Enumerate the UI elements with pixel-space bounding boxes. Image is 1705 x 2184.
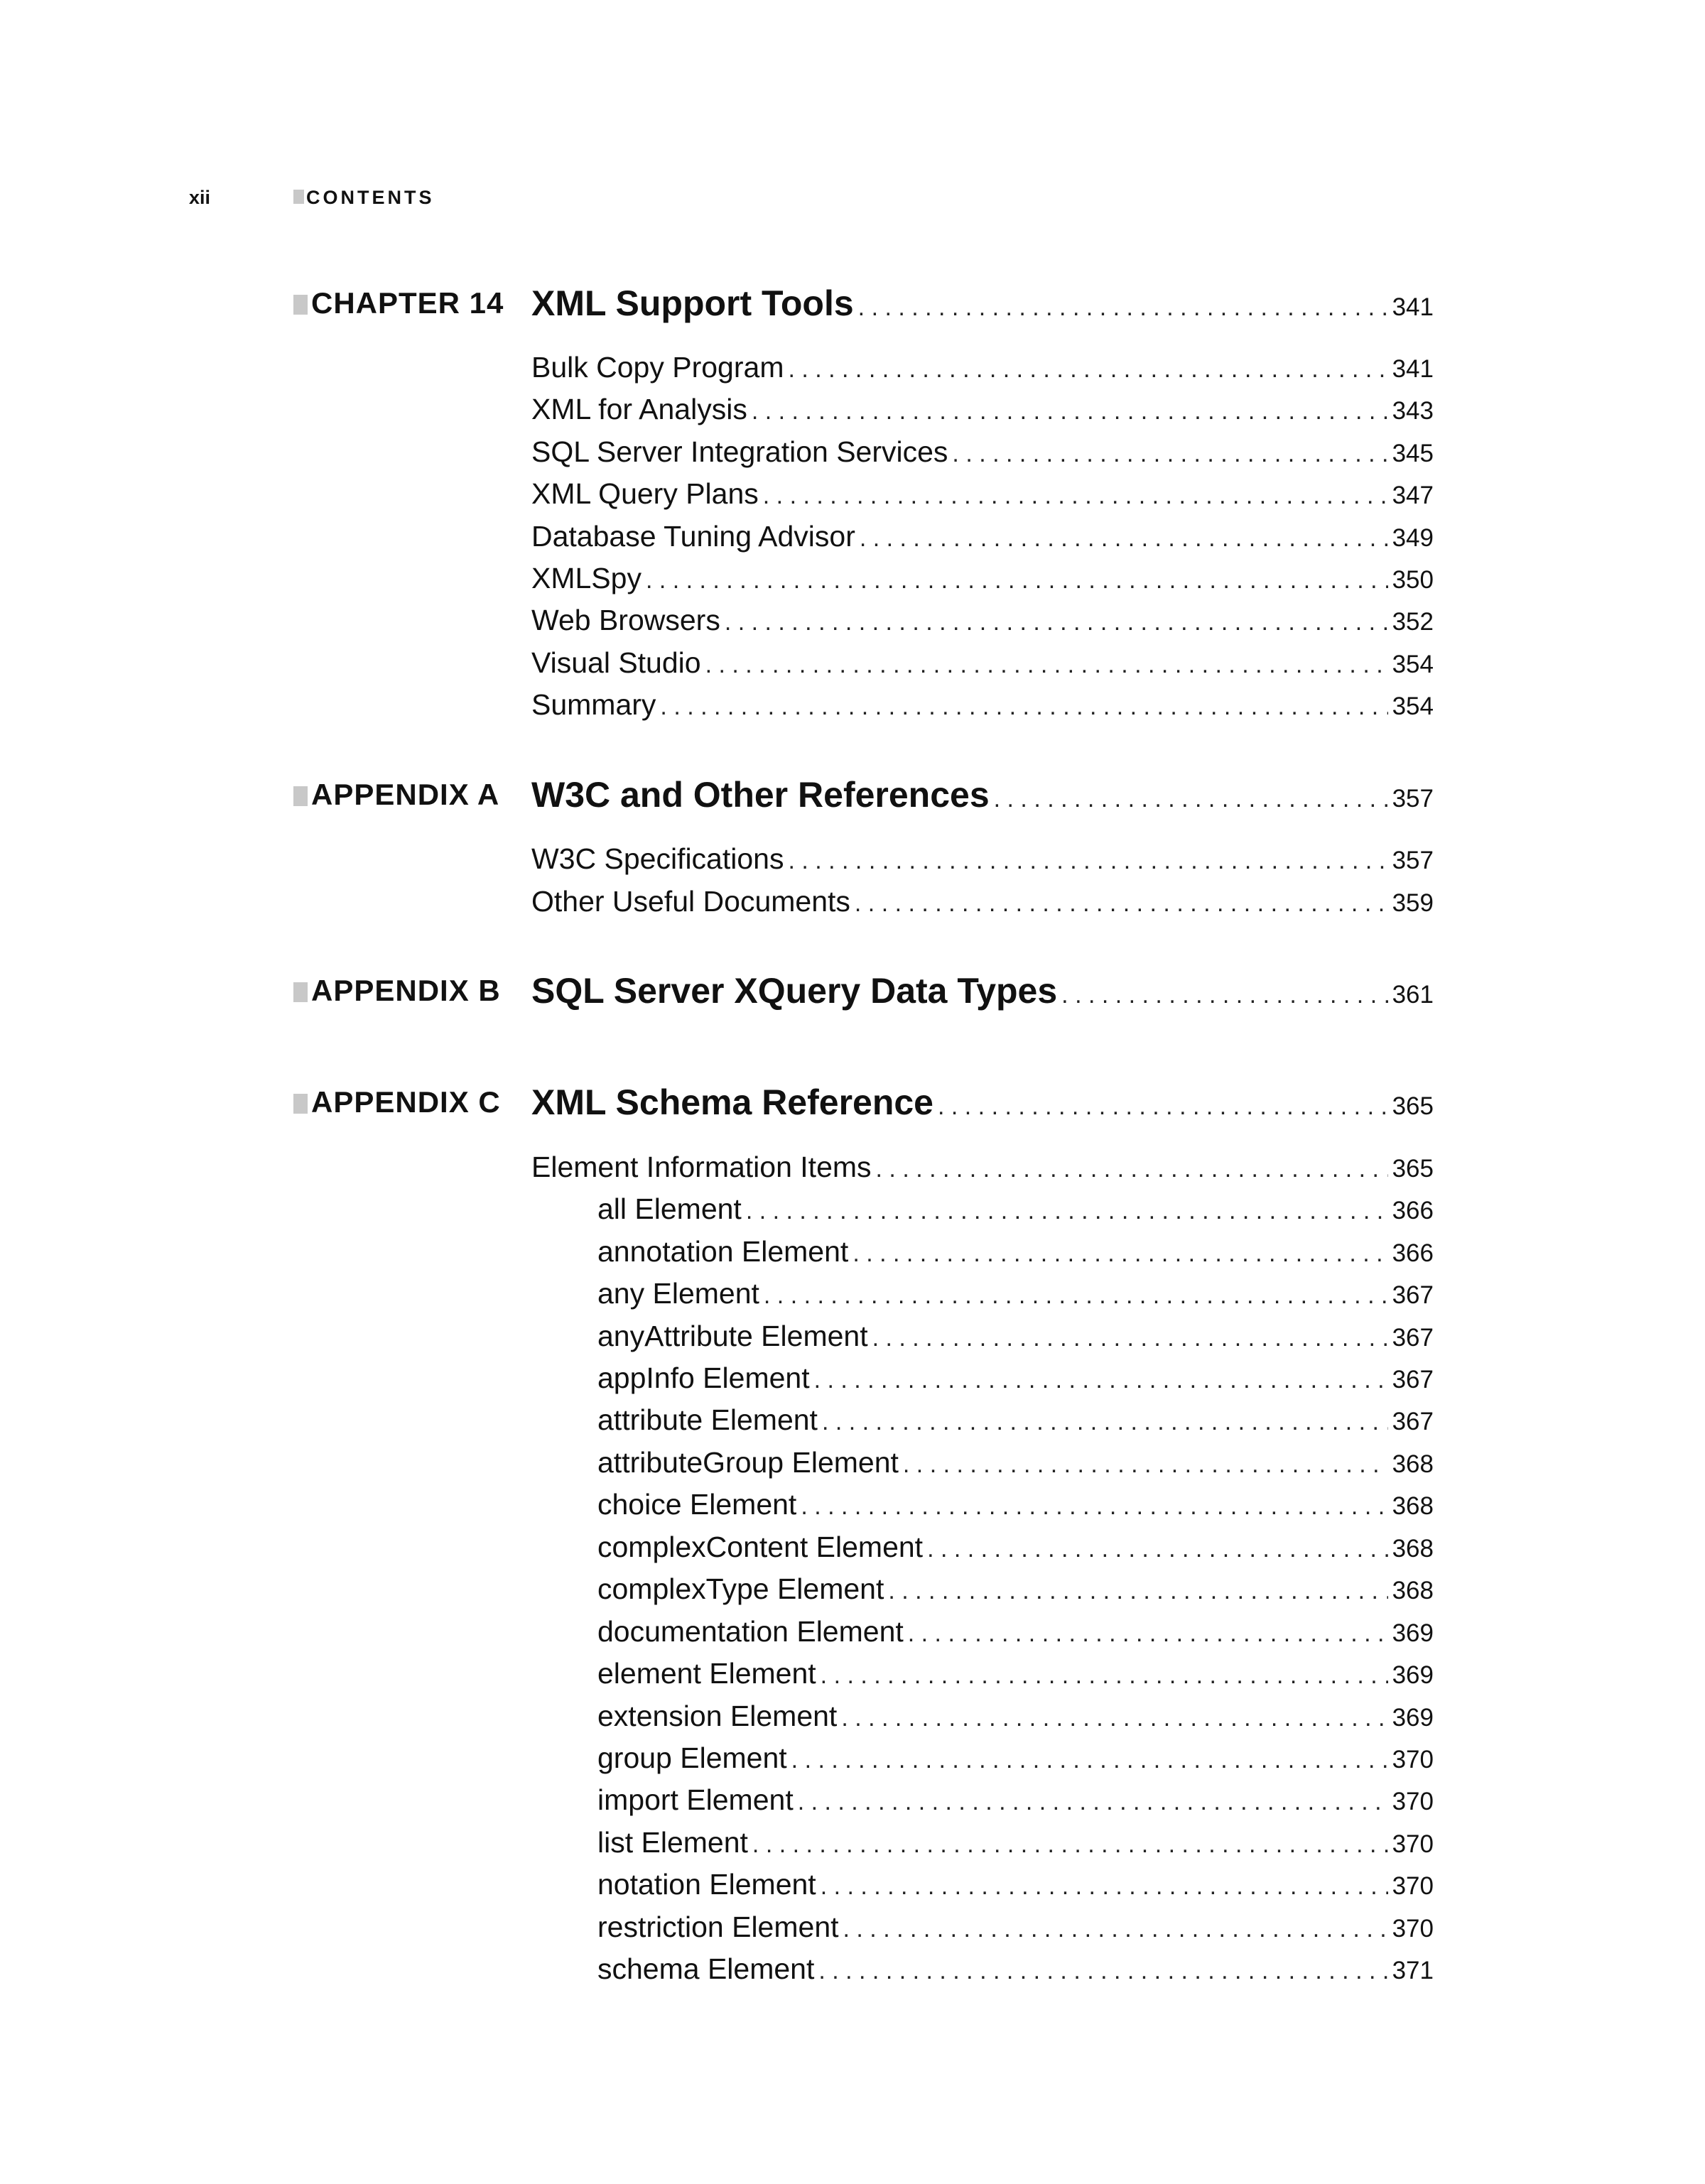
- toc-subentry-row[interactable]: [597, 1442, 1434, 1484]
- toc-page-number: 366: [1392, 1239, 1434, 1267]
- toc-entry-row[interactable]: [531, 1146, 1434, 1188]
- toc-page-number: 357: [1392, 785, 1434, 813]
- toc-subentry-row[interactable]: [597, 1399, 1434, 1441]
- toc-page-number: 341: [1392, 355, 1434, 383]
- dot-leader: [876, 1148, 1388, 1190]
- toc-entry-title: Web Browsers: [531, 604, 720, 636]
- toc-entry-row[interactable]: [531, 838, 1434, 880]
- toc-entry-title: choice Element: [597, 1488, 797, 1521]
- dot-leader: [858, 279, 1388, 336]
- toc-page-number: 345: [1392, 440, 1434, 467]
- dot-leader: [764, 1275, 1388, 1317]
- toc-entry-title: documentation Element: [597, 1615, 904, 1648]
- dot-leader: [801, 1486, 1387, 1528]
- toc-entry-row[interactable]: [531, 389, 1434, 430]
- toc-subentry-row[interactable]: [597, 1357, 1434, 1399]
- toc-page-number: 365: [1392, 1092, 1434, 1120]
- toc-page-number: 368: [1392, 1492, 1434, 1520]
- toc-page-number: 367: [1392, 1324, 1434, 1352]
- toc-entry-title: extension Element: [597, 1700, 838, 1732]
- toc-entry-row[interactable]: [531, 473, 1434, 515]
- dot-leader: [788, 349, 1387, 391]
- toc-page-number: 347: [1392, 482, 1434, 509]
- toc-subentry-row[interactable]: [597, 1526, 1434, 1568]
- dot-leader: [814, 1359, 1388, 1401]
- toc-entry-row[interactable]: [531, 558, 1434, 599]
- toc-page-number: 368: [1392, 1535, 1434, 1563]
- dot-leader: [908, 1613, 1388, 1655]
- toc-entry-title: attribute Element: [597, 1403, 818, 1436]
- dot-leader: [1061, 967, 1387, 1023]
- section-label: APPENDIX A: [311, 778, 500, 811]
- toc-entry-title: Summary: [531, 688, 656, 721]
- toc-subentry-row[interactable]: [597, 1779, 1434, 1821]
- dot-leader: [843, 1908, 1388, 1950]
- toc-entry-title: Database Tuning Advisor: [531, 520, 855, 553]
- toc-subentry-row[interactable]: [597, 1695, 1434, 1737]
- toc-heading-title: SQL Server XQuery Data Types: [531, 971, 1058, 1011]
- toc-page-number: 367: [1392, 1408, 1434, 1435]
- toc-entry-title: schema Element: [597, 1952, 815, 1985]
- toc-entry-row[interactable]: [531, 516, 1434, 558]
- toc-entry-title: W3C Specifications: [531, 842, 784, 875]
- dot-leader: [752, 391, 1388, 433]
- section-marker: [293, 295, 308, 315]
- toc-entry-title: any Element: [597, 1277, 759, 1310]
- toc-entry-title: restriction Element: [597, 1911, 839, 1943]
- toc-subentry-row[interactable]: [597, 1315, 1434, 1357]
- toc-page-number: 370: [1392, 1915, 1434, 1943]
- dot-leader: [888, 1570, 1387, 1612]
- toc-page-number: 357: [1392, 847, 1434, 874]
- section-label: APPENDIX C: [311, 1085, 501, 1119]
- toc-entry-row[interactable]: [531, 431, 1434, 473]
- dot-leader: [938, 1078, 1388, 1135]
- toc-entry-title: annotation Element: [597, 1235, 849, 1268]
- toc-heading-title: XML Schema Reference: [531, 1082, 933, 1122]
- toc-entry-title: Other Useful Documents: [531, 885, 850, 918]
- toc-page-number: 367: [1392, 1366, 1434, 1393]
- dot-leader: [646, 560, 1388, 602]
- toc-entry-title: element Element: [597, 1657, 816, 1690]
- toc-page-number: 349: [1392, 524, 1434, 552]
- toc-page-number: 368: [1392, 1450, 1434, 1478]
- toc-entry-title: all Element: [597, 1192, 742, 1225]
- dot-leader: [855, 883, 1388, 925]
- toc-page-number: 369: [1392, 1661, 1434, 1689]
- toc-subentry-row[interactable]: [597, 1568, 1434, 1610]
- toc-page-number: 343: [1392, 397, 1434, 425]
- dot-leader: [822, 1401, 1388, 1443]
- toc-entry-title: import Element: [597, 1783, 794, 1816]
- dot-leader: [821, 1866, 1388, 1908]
- toc-entry-row[interactable]: [531, 881, 1434, 923]
- toc-subentry-row[interactable]: [597, 1188, 1434, 1230]
- toc-entry-title: appInfo Element: [597, 1362, 810, 1394]
- toc-page-number: 370: [1392, 1872, 1434, 1900]
- dot-leader: [791, 1739, 1388, 1781]
- dot-leader: [841, 1697, 1387, 1739]
- toc-entry-title: Element Information Items: [531, 1151, 872, 1183]
- section-label: APPENDIX B: [311, 974, 501, 1007]
- toc-heading-row[interactable]: [531, 275, 1434, 332]
- toc-page-number: 352: [1392, 608, 1434, 636]
- dot-leader: [872, 1318, 1388, 1359]
- toc-heading-title: W3C and Other References: [531, 775, 990, 815]
- toc-page-number: 359: [1392, 889, 1434, 917]
- toc-heading-row[interactable]: [531, 1074, 1434, 1131]
- toc-page-number: 368: [1392, 1577, 1434, 1604]
- dot-leader: [798, 1781, 1388, 1823]
- toc-page-number: 354: [1392, 692, 1434, 720]
- toc-page-number: 367: [1392, 1281, 1434, 1309]
- toc-subentry-row[interactable]: [597, 1737, 1434, 1779]
- toc-entry-title: complexContent Element: [597, 1531, 924, 1563]
- dot-leader: [725, 602, 1388, 643]
- toc-subentry-row[interactable]: [597, 1484, 1434, 1526]
- toc-entry-title: list Element: [597, 1826, 748, 1859]
- toc-subentry-row[interactable]: [597, 1273, 1434, 1315]
- section-marker: [293, 982, 308, 1002]
- section-marker: [293, 786, 308, 806]
- toc-entry-row[interactable]: [531, 684, 1434, 726]
- toc-entry-title: XML for Analysis: [531, 393, 747, 425]
- toc-entry-row[interactable]: [531, 347, 1434, 389]
- dot-leader: [788, 840, 1387, 882]
- toc-page-number: 366: [1392, 1197, 1434, 1224]
- toc-page-number: 354: [1392, 651, 1434, 678]
- toc-entry-title: Bulk Copy Program: [531, 351, 784, 384]
- dot-leader: [818, 1950, 1387, 1992]
- dot-leader: [746, 1190, 1388, 1232]
- toc-page-number: 371: [1392, 1957, 1434, 1984]
- toc-entry-title: XML Query Plans: [531, 477, 759, 510]
- toc-page-number: 361: [1392, 981, 1434, 1009]
- dot-leader: [763, 475, 1388, 517]
- dot-leader: [821, 1655, 1388, 1697]
- dot-leader: [952, 433, 1387, 475]
- toc-page-number: 370: [1392, 1788, 1434, 1815]
- toc-entry-title: attributeGroup Element: [597, 1446, 899, 1479]
- toc-page-number: 369: [1392, 1704, 1434, 1732]
- dot-leader: [752, 1824, 1388, 1866]
- dot-leader: [903, 1444, 1388, 1486]
- dot-leader: [860, 518, 1388, 560]
- section-label: CHAPTER 14: [311, 286, 504, 320]
- toc-page-number: 350: [1392, 566, 1434, 594]
- toc-page-number: 370: [1392, 1830, 1434, 1858]
- dot-leader: [927, 1528, 1388, 1570]
- toc-page-number: 341: [1392, 293, 1434, 321]
- toc-entry-row[interactable]: [531, 642, 1434, 684]
- toc-entry-title: complexType Element: [597, 1572, 884, 1605]
- toc-subentry-row[interactable]: [597, 1231, 1434, 1273]
- toc-entry-title: group Element: [597, 1742, 787, 1774]
- toc-entry-row[interactable]: [531, 599, 1434, 641]
- toc-subentry-row[interactable]: [597, 1611, 1434, 1653]
- toc-page-number: 370: [1392, 1746, 1434, 1773]
- dot-leader: [705, 644, 1388, 686]
- toc-heading-row[interactable]: [531, 766, 1434, 823]
- toc-subentry-row[interactable]: [597, 1822, 1434, 1864]
- toc-heading-title: XML Support Tools: [531, 283, 854, 323]
- toc-entry-title: XMLSpy: [531, 562, 642, 594]
- dot-leader: [852, 1233, 1387, 1275]
- toc-subentry-row[interactable]: [597, 1906, 1434, 1948]
- section-marker: [293, 1094, 308, 1114]
- toc-entry-title: Visual Studio: [531, 646, 701, 679]
- dot-leader: [994, 771, 1388, 827]
- dot-leader: [660, 686, 1387, 728]
- page-folio: xii: [189, 187, 211, 208]
- toc-subentry-row[interactable]: [597, 1653, 1434, 1695]
- toc-page-number: 365: [1392, 1155, 1434, 1183]
- toc-subentry-row[interactable]: [597, 1864, 1434, 1906]
- toc-entry-title: anyAttribute Element: [597, 1320, 868, 1352]
- toc-page-number: 369: [1392, 1619, 1434, 1647]
- toc-heading-row[interactable]: [531, 962, 1434, 1019]
- running-head-label: CONTENTS: [306, 187, 435, 208]
- toc-entry-title: notation Element: [597, 1868, 816, 1901]
- toc-subentry-row[interactable]: [597, 1948, 1434, 1990]
- toc-entry-title: SQL Server Integration Services: [531, 435, 948, 468]
